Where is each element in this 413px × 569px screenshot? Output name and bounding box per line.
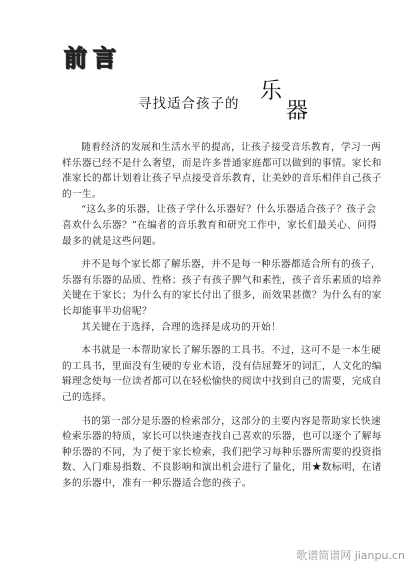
paragraph: 本书就是一本帮助家长了解乐器的工具书。不过，这可不是一本生硬的工具书，里面没有生硬的专业术语，没有佶屈聱牙的词汇，人文化的编辑理念使每一位读者都可以在轻松愉快的阅读中找到自己的需要，完成自己的选择。	[62, 345, 382, 403]
paragraph: 其关键在于选择，合理的选择是成功的开始！	[81, 321, 282, 333]
title-large-char-2: 器	[286, 99, 309, 124]
page-title	[138, 74, 378, 134]
body-text	[62, 140, 382, 491]
title-large-char-1: 乐	[260, 79, 283, 104]
paragraph: “这么多的乐器，让孩子学什么乐器好？什么乐器适合孩子？孩子会喜欢什么乐器？”在编者的音乐教育和研究工作中，家长们最关心、问得最多的就是这些问题。	[62, 204, 378, 247]
preface-heading: 前言	[64, 45, 122, 72]
paragraph: 随着经济的发展和生活水平的提高，让孩子接受音乐教育，学习一两样乐器已经不是什么奢望，而是许多普通家庭都可以做到的事情。家长和准家长的都计划着让孩子早点接受音乐教育，让美妙的音乐相伴自己孩子的一生。	[62, 142, 382, 200]
watermark-text: 歌谱简谱网 jianpu.cn	[296, 549, 405, 562]
paragraph: 书的第一部分是乐器的检索部分，这部分的主要内容是帮助家长快速检索乐器的特质，家长可以快速查找自己喜欢的乐器，也可以逐个了解每种乐器的不同，为了便于家长检索，我们把学习每种乐器所需要的投资指数、入门难易指数、不良影响和演出机会进行了量化，用★数标明，在诸多的乐器中，准有一种乐器适合您的孩子。	[62, 415, 382, 489]
paragraph: 并不是每个家长都了解乐器，并不是每一种乐器都适合所有的孩子，乐器有乐器的品质、性格；孩子有孩子脾气和素性，孩子音乐素质的培养关键在于家长；为什么有的家长付出了很多，而效果甚微？为什么有的家长却能事半功倍呢？	[62, 259, 382, 317]
title-main-text: 寻找适合孩子的	[138, 96, 240, 112]
